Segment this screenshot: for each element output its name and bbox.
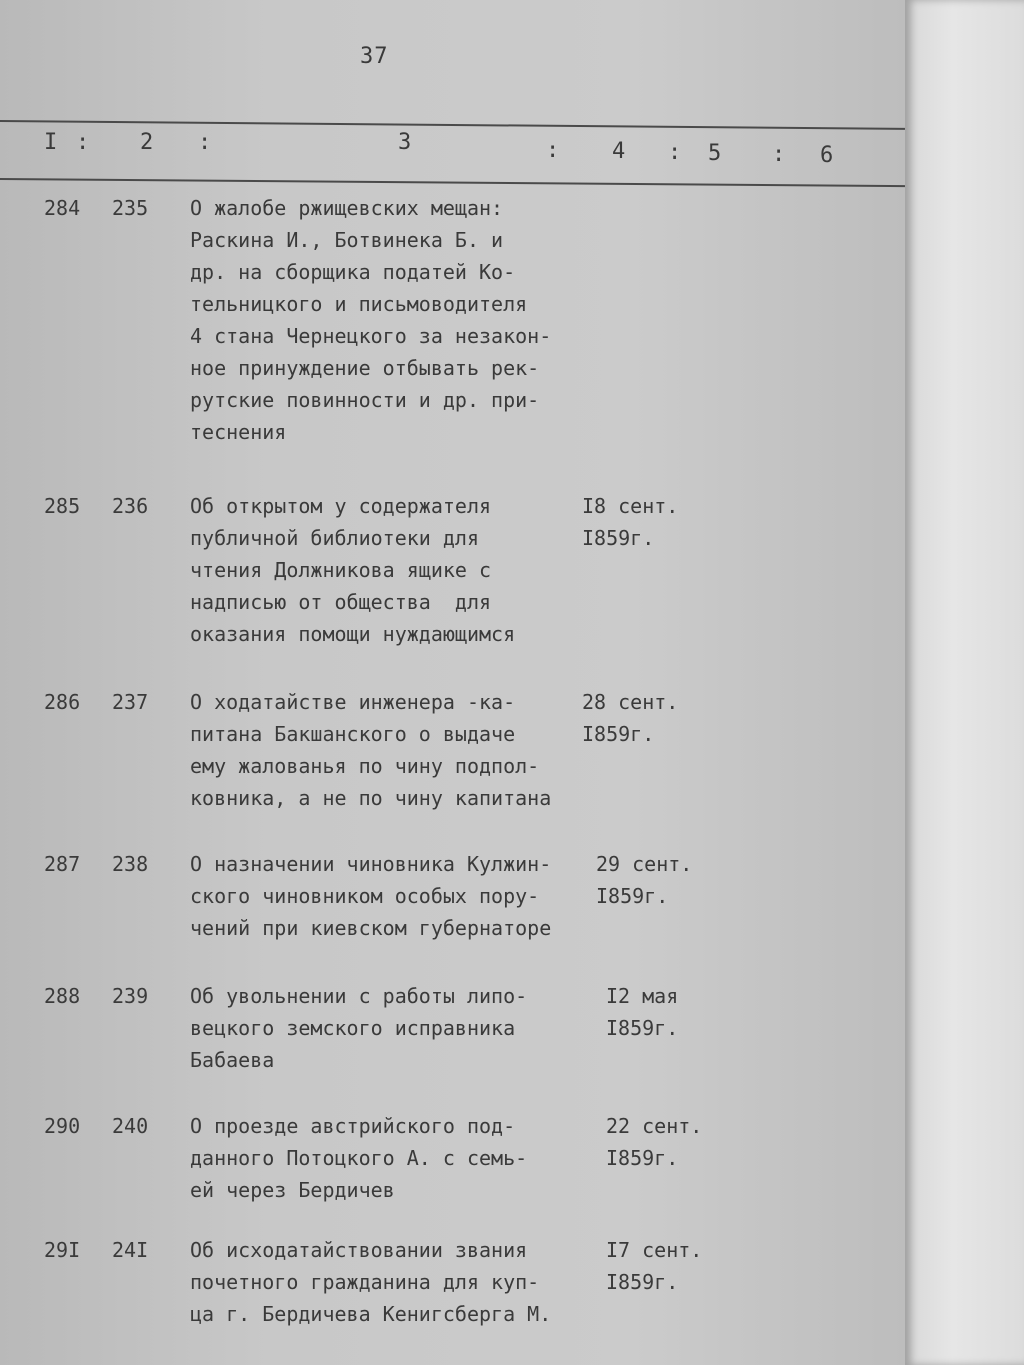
column-separator: :: [546, 138, 560, 163]
file-number: 24I: [112, 1238, 149, 1262]
date-line: 22 сент.: [606, 1114, 703, 1138]
description-line: О ходатайстве инженера -ка-: [190, 690, 516, 714]
item-description: [190, 192, 610, 448]
file-number: 240: [112, 1114, 149, 1138]
description-line: О жалобе ржищевских мещан:: [190, 196, 504, 220]
description-line: др. на сборщика податей Ко-: [190, 260, 516, 284]
item-description: [190, 490, 610, 650]
file-number: 235: [112, 196, 149, 220]
description-line: публичной библиотеки для: [190, 526, 479, 550]
description-line: О проезде австрийского под-: [190, 1114, 516, 1138]
date-line: I859г.: [596, 884, 669, 908]
description-line: оказания помощи нуждающимся: [190, 622, 516, 646]
description-line: Об открытом у содержателя: [190, 494, 492, 518]
description-line: ца г. Бердичева Кенигсберга М.: [190, 1302, 552, 1326]
description-line: рутские повинности и др. при-: [190, 388, 540, 412]
item-description: [190, 1110, 610, 1206]
date-line: 29 сент.: [596, 852, 693, 876]
description-line: Раскина И., Ботвинека Б. и: [190, 228, 504, 252]
header-bottom-rule: [0, 178, 905, 187]
description-line: чений при киевском губернаторе: [190, 916, 552, 940]
date-line: I859г.: [606, 1016, 679, 1040]
description-line: О назначении чиновника Кулжин-: [190, 852, 552, 876]
date-line: I8 сент.: [582, 494, 679, 518]
item-date: [596, 848, 756, 912]
column-header-6: 6: [820, 143, 834, 168]
column-separator: :: [772, 142, 786, 167]
description-line: ей через Бердичев: [190, 1178, 395, 1202]
date-line: I859г.: [582, 722, 655, 746]
item-description: [190, 1234, 610, 1330]
description-line: ему жалованья по чину подпол-: [190, 754, 540, 778]
column-separator: :: [198, 130, 212, 155]
description-line: теснения: [190, 420, 287, 444]
item-date: [606, 1110, 766, 1174]
description-line: Бабаева: [190, 1048, 275, 1072]
description-line: тельницкого и письмоводителя: [190, 292, 528, 316]
item-number: 286: [44, 690, 81, 714]
column-separator: :: [76, 130, 90, 155]
item-description: [190, 980, 610, 1076]
description-line: ского чиновником особых пору-: [190, 884, 540, 908]
date-line: I7 сент.: [606, 1238, 703, 1262]
description-line: вецкого земского исправника: [190, 1016, 516, 1040]
date-line: I859г.: [606, 1146, 679, 1170]
description-line: Об исходатайствовании звания: [190, 1238, 528, 1262]
item-date: [582, 490, 742, 554]
item-number: 285: [44, 494, 81, 518]
column-separator: :: [668, 140, 682, 165]
column-header-5: 5: [708, 141, 722, 166]
description-line: чтения Должникова ящике с: [190, 558, 492, 582]
date-line: I2 мая: [606, 984, 679, 1008]
item-date: [606, 980, 766, 1044]
date-line: I859г.: [606, 1270, 679, 1294]
column-header-1: I: [44, 130, 58, 155]
item-description: [190, 848, 610, 944]
file-number: 236: [112, 494, 149, 518]
description-line: Об увольнении с работы липо-: [190, 984, 528, 1008]
item-number: 288: [44, 984, 81, 1008]
description-line: почетного гражданина для куп-: [190, 1270, 540, 1294]
description-line: 4 стана Чернецкого за незакон-: [190, 324, 552, 348]
date-line: 28 сент.: [582, 690, 679, 714]
description-line: питана Бакшанского о выдаче: [190, 722, 516, 746]
item-number: 29I: [44, 1238, 81, 1262]
file-number: 237: [112, 690, 149, 714]
column-header-2: 2: [140, 130, 154, 155]
file-number: 238: [112, 852, 149, 876]
column-header-4: 4: [612, 139, 626, 164]
description-line: надписью от общества для: [190, 590, 492, 614]
item-number: 287: [44, 852, 81, 876]
item-description: [190, 686, 610, 814]
item-date: [606, 1234, 766, 1298]
column-header-3: 3: [398, 130, 412, 155]
item-number: 284: [44, 196, 81, 220]
description-line: ковника, а не по чину капитана: [190, 786, 552, 810]
underlying-page-edge: [905, 0, 1024, 1365]
item-date: [582, 686, 742, 750]
item-number: 290: [44, 1114, 81, 1138]
file-number: 239: [112, 984, 149, 1008]
description-line: ное принуждение отбывать рек-: [190, 356, 540, 380]
page-number: 37: [360, 44, 389, 69]
description-line: данного Потоцкого А. с семь-: [190, 1146, 528, 1170]
header-top-rule: [0, 120, 905, 130]
date-line: I859г.: [582, 526, 655, 550]
